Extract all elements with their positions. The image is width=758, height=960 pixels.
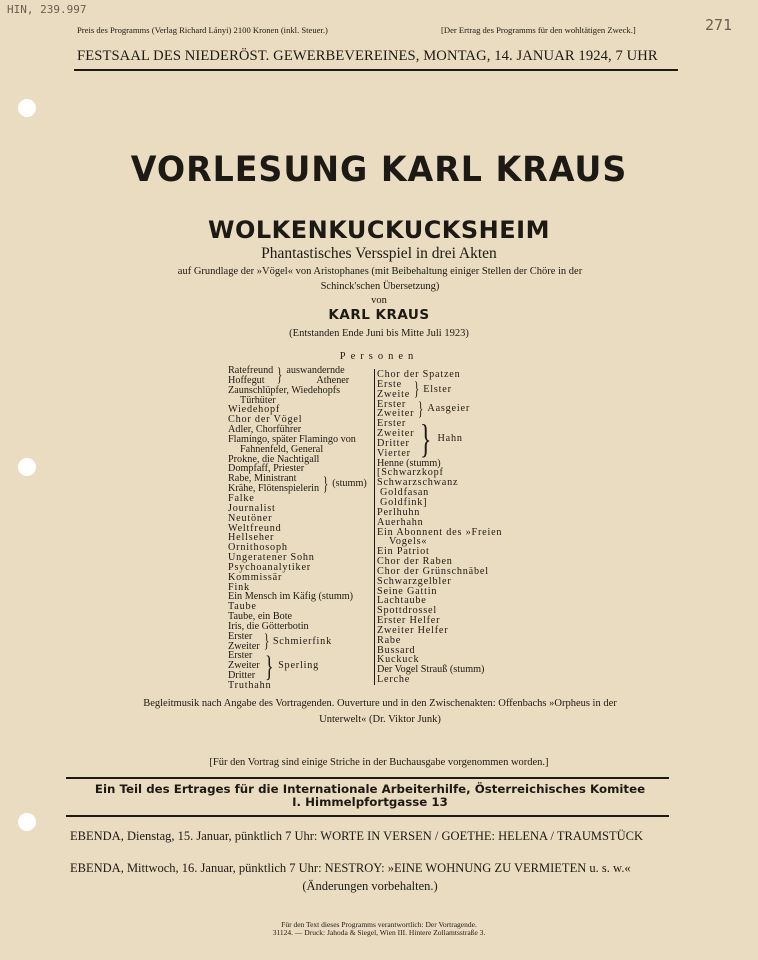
cast-group-hahn [377, 416, 502, 462]
cast-entry: Bussard [377, 644, 416, 656]
event-note: (Änderungen vorbehalten.) [302, 879, 438, 893]
brace: } [418, 398, 424, 420]
cast-entry: Lachtaube [377, 595, 427, 607]
cast-group-label: Hahn [437, 432, 463, 444]
von-label: von [371, 295, 387, 306]
cast-entry: Spottdrossel [377, 605, 437, 617]
page-title: VORLESUNG KARL KRAUS [130, 150, 628, 190]
cast-entry: Schwarzgelbler [377, 575, 452, 587]
cast-entry: Ornithosoph [228, 542, 288, 554]
cast-entry: Seine Gattin [377, 585, 438, 597]
cast-entry: Weltfreund [228, 522, 282, 534]
cast-entry: Erster Helfer [377, 615, 441, 627]
cast-divider [374, 369, 375, 685]
cast-group-label: Athener [316, 374, 350, 386]
cast-entry: Erster [377, 398, 407, 410]
cast-entry: Vierter [377, 447, 411, 459]
cast-entry: Kommissär [228, 571, 283, 583]
cast-entry: Flamingo, später Flamingo von [228, 433, 356, 445]
cast-entry: Hoffegut [228, 374, 265, 386]
cast-entry: Henne (stumm) [377, 457, 441, 469]
cast-group-athener [228, 366, 367, 386]
cast-entry: Chor der Spatzen [377, 369, 461, 380]
cast-group-label: auswandernde [286, 365, 345, 376]
cast-entry: Wiedehopf [228, 404, 281, 416]
work-subtitle: Phantastisches Versspiel in drei Akten [261, 245, 497, 262]
cast-entry: Dritter [228, 670, 256, 682]
header-rule [74, 69, 678, 71]
cast-entry: [Schwarzkopf [377, 467, 444, 479]
cast-group-label: Aasgeier [427, 403, 471, 415]
brace: } [264, 649, 274, 683]
cast-entry: Adler, Chorführer [228, 424, 302, 436]
cast-entry: Ein Abonnent des »Freien [377, 526, 503, 538]
footer-responsible: Für den Text dieses Programms verantwortlich: Der Vortragende. [281, 920, 477, 929]
cast-entry: Zweiter [228, 660, 260, 672]
brace: } [263, 631, 269, 653]
cast-entry: Chor der Vögel [228, 414, 303, 426]
cast-group-schmierfink [228, 632, 367, 652]
cast-group-label: Sperling [278, 660, 320, 672]
benefit-rule-bottom [66, 815, 669, 817]
cast-entry: Falke [228, 492, 255, 504]
cast-entry: Ein Mensch im Käfig (stumm) [228, 591, 354, 603]
cast-entry: Rabe, Ministrant [228, 473, 297, 485]
cast-entry: Der Vogel Strauß (stumm) [377, 664, 485, 676]
cuts-note: [Für den Vortrag sind einige Striche in der Buchausgabe vorgenommen worden.] [209, 757, 549, 768]
cast-heading: Personen [339, 351, 419, 362]
folio-number: 271 [705, 16, 733, 34]
cast-entry: Krähe, Flötenspielerin [228, 483, 320, 495]
benefit-line: Ein Teil des Ertrages für die Internationale Arbeiterhilfe, Österreichisches Komitee [94, 782, 646, 796]
archive-number: HIN, 239.997 [7, 3, 87, 16]
cast-entry: Hellseher [228, 532, 275, 544]
cast-entry: Zweite [377, 388, 411, 400]
cast-group-label: Elster [423, 383, 452, 395]
cast-group-label: (stumm) [332, 478, 367, 490]
event-second: EBENDA, Mittwoch, 16. Januar, pünktlich 7 Uhr: NESTROY: »EINE WOHNUNG ZU VERMIETEN u. s. w.« [70, 861, 631, 875]
benefit-box [70, 783, 670, 809]
work-basis: auf Grundlage der »Vögel« von Aristophanes (mit Beibehaltung einiger Stellen der Chöre in der Schinck'schen Übersetzung) [177, 266, 583, 292]
proceeds-note: [Der Ertrag des Programms für den wohltätigen Zweck.] [441, 25, 636, 35]
cast-entry: Iris, die Götterbotin [228, 620, 309, 632]
cast-entry: Türhüter [240, 394, 276, 406]
cast-group-aasgeier [377, 400, 502, 420]
cast-entry: Vogels« [389, 536, 428, 548]
cast-entry: Ratefreund [228, 365, 274, 376]
brace: } [420, 416, 432, 462]
cast-entry: Truthahn [228, 680, 272, 691]
cast-entry: Taube [228, 601, 257, 613]
author-name: KARL KRAUS [328, 307, 430, 323]
cast-entry: Goldfink] [380, 496, 428, 508]
venue-line: FESTSAAL DES NIEDERÖST. GEWERBEVEREINES, MONTAG, 14. JANUAR 1924, 7 UHR [77, 48, 658, 64]
cast-right-column [377, 370, 502, 685]
brace: } [322, 473, 329, 495]
cast-entry: Goldfasan [380, 487, 430, 499]
cast-entry: Journalist [228, 502, 276, 514]
cast-entry: Auerhahn [377, 516, 424, 528]
cast-entry: Zweiter Helfer [377, 624, 449, 636]
benefit-rule-top [66, 777, 669, 779]
work-title: WOLKENKUCKUCKSHEIM [208, 216, 550, 244]
cast-entry: Dompfaff, Priester [228, 463, 305, 475]
cast-entry: Schwarzschwanz [377, 477, 459, 489]
cast-entry: Kuckuck [377, 654, 420, 666]
cast-entry: Perlhuhn [377, 506, 421, 518]
cast-entry: Rabe [377, 634, 402, 646]
cast-entry: Fink [228, 581, 250, 593]
cast-entry: Prokne, die Nachtigall [228, 453, 320, 465]
punch-hole [18, 99, 36, 117]
punch-hole [18, 813, 36, 831]
cast-entry: Zweiter [377, 428, 415, 440]
cast-entry: Zweiter [228, 640, 260, 652]
cast-entry: Fahnenfeld, General [240, 443, 324, 455]
origin-note: (Entstanden Ende Juni bis Mitte Juli 1923) [289, 328, 469, 339]
brace: } [277, 365, 283, 387]
cast-entry: Zweiter [377, 408, 415, 420]
cast-group-label: Schmierfink [272, 635, 332, 647]
cast-group-elster [377, 380, 502, 400]
cast-entry: Taube, ein Bote [228, 611, 293, 623]
cast-entry: Erste [377, 378, 402, 390]
cast-entry: Erster [228, 630, 253, 642]
cast-entry: Erster [228, 650, 253, 662]
price-note: Preis des Programms (Verlag Richard Lányi) 2100 Kronen (inkl. Steuer.) [77, 25, 328, 35]
punch-hole [18, 458, 36, 476]
cast-entry: Ungeratener Sohn [228, 552, 315, 564]
cast-entry: Neutöner [228, 512, 273, 524]
cast-entry: Lerche [377, 674, 411, 686]
cast-entry: Chor der Grünschnäbel [377, 565, 489, 577]
cast-group-stumm [228, 474, 367, 494]
cast-group-sperling [228, 651, 367, 681]
cast-entry: Ein Patriot [377, 546, 430, 558]
cast-entry: Dritter [377, 437, 410, 449]
benefit-address: I. Himmelpfortgasse 13 [292, 795, 448, 809]
cast-entry: Chor der Raben [377, 556, 453, 568]
event-first: EBENDA, Dienstag, 15. Januar, pünktlich 7 Uhr: WORTE IN VERSEN / GOETHE: HELENA / TRAUMSTÜCK [70, 829, 644, 843]
cast-left-column [228, 366, 367, 691]
music-note: Begleitmusik nach Angabe des Vortragenden. Ouverture und in den Zwischenakten: Offenbachs »Orpheus in der Unterwelt« (Dr. Viktor Junk) [143, 698, 617, 725]
brace: } [413, 379, 420, 401]
cast-entry: Zaunschlüpfer, Wiedehopfs [228, 384, 341, 396]
cast-entry: Erster [377, 418, 407, 430]
cast-entry: Psychoanalytiker [228, 561, 311, 573]
footer-printer: 31124. — Druck: Jahoda & Siegel, Wien III. Hintere Zollamtsstraße 3. [272, 928, 486, 937]
